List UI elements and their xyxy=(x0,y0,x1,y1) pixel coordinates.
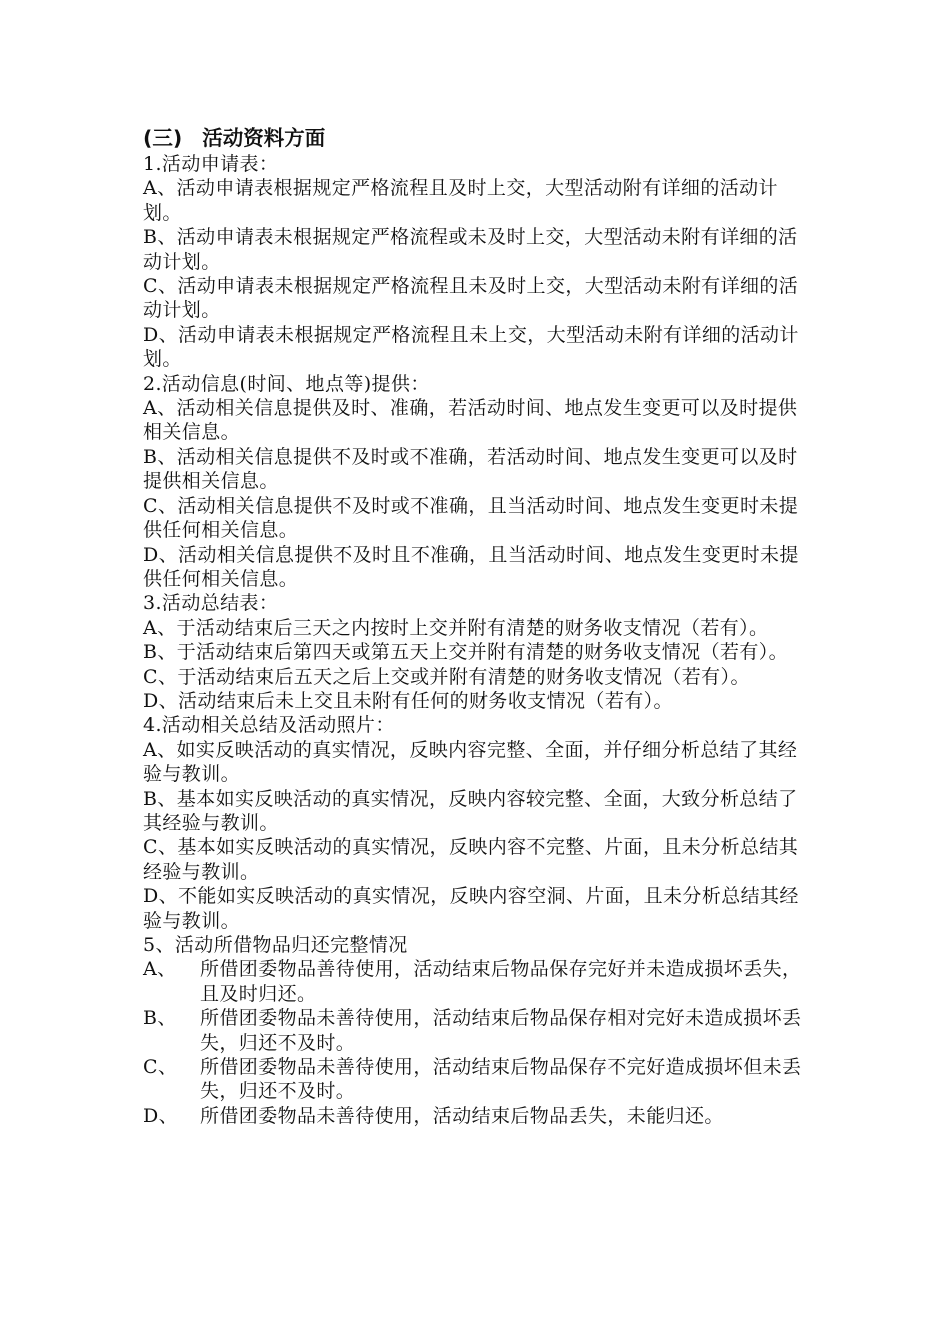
option-text: B、基本如实反映活动的真实情况，反映内容较完整、全面，大致分析总结了其经验与教训。 xyxy=(143,787,798,834)
option-text: D、活动申请表未根据规定严格流程且未上交，大型活动未附有详细的活动计划。 xyxy=(143,323,799,371)
option-text: A、活动申请表根据规定严格流程且及时上交，大型活动附有详细的活动计划。 xyxy=(143,177,778,224)
option-text: C、活动相关信息提供不及时或不准确，且当活动时间、地点发生变更时未提供任何相关信息。 xyxy=(143,494,799,542)
option-text: D、活动结束后未上交且未附有任何的财务收支情况（若有）。 xyxy=(143,689,673,712)
option-item xyxy=(143,957,811,1006)
document-body xyxy=(143,124,811,1128)
option-text: A、如实反映活动的真实情况，反映内容完整、全面，并仔细分析总结了其经验与教训。 xyxy=(143,738,798,786)
item-heading: 2.活动信息(时间、地点等)提供： xyxy=(143,372,430,395)
item-heading: 4.活动相关总结及活动照片： xyxy=(143,714,395,737)
option-text: B、活动申请表未根据规定严格流程或未及时上交，大型活动未附有详细的活动计划。 xyxy=(143,226,798,273)
option-text: B、活动相关信息提供不及时或不准确，若活动时间、地点发生变更可以及时提供相关信息。 xyxy=(143,445,798,493)
option-marker: A、 xyxy=(143,958,177,981)
item-heading: 5、活动所借物品归还完整情况 xyxy=(143,934,408,956)
option-text: C、活动申请表未根据规定严格流程且未及时上交，大型活动未附有详细的活动计划。 xyxy=(143,275,799,322)
option-text: D、不能如实反映活动的真实情况，反映内容空洞、片面，且未分析总结其经验与教训。 xyxy=(143,885,799,932)
option-text: A、于活动结束后三天之内按时上交并附有清楚的财务收支情况（若有）。 xyxy=(143,616,769,639)
item-heading: 1.活动申请表： xyxy=(143,153,279,175)
option-text: A、活动相关信息提供及时、准确，若活动时间、地点发生变更可以及时提供相关信息。 xyxy=(143,397,798,444)
option-item xyxy=(143,1055,811,1104)
option-marker: C、 xyxy=(143,1056,178,1079)
option-text: C、于活动结束后五天之后上交或并附有清楚的财务收支情况（若有）。 xyxy=(143,665,750,688)
section-heading xyxy=(143,124,811,152)
option-item xyxy=(143,1104,811,1128)
option-text: 所借团委物品未善待使用，活动结束后物品保存不完好造成损坏但未丢失，归还不及时。 xyxy=(200,1056,802,1103)
section-title: 活动资料方面 xyxy=(202,126,326,150)
option-text: 所借团委物品未善待使用，活动结束后物品丢失，未能归还。 xyxy=(200,1104,724,1127)
option-text: 所借团委物品未善待使用，活动结束后物品保存相对完好未造成损坏丢失，归还不及时。 xyxy=(200,1007,802,1054)
option-marker: B、 xyxy=(143,1007,177,1030)
option-text: B、于活动结束后第四天或第五天上交并附有清楚的财务收支情况（若有）。 xyxy=(143,641,789,664)
item-heading: 3.活动总结表： xyxy=(143,592,279,615)
option-text: D、活动相关信息提供不及时且不准确，且当活动时间、地点发生变更时未提供任何相关信息。 xyxy=(143,543,799,590)
option-marker: D、 xyxy=(143,1104,179,1127)
option-text: C、基本如实反映活动的真实情况，反映内容不完整、片面，且未分析总结其经验与教训。 xyxy=(143,836,799,883)
option-text: 所借团委物品善待使用，活动结束后物品保存完好并未造成损坏丢失，且及时归还。 xyxy=(200,958,802,1005)
section-number: (三) xyxy=(143,126,183,150)
option-item xyxy=(143,1006,811,1055)
